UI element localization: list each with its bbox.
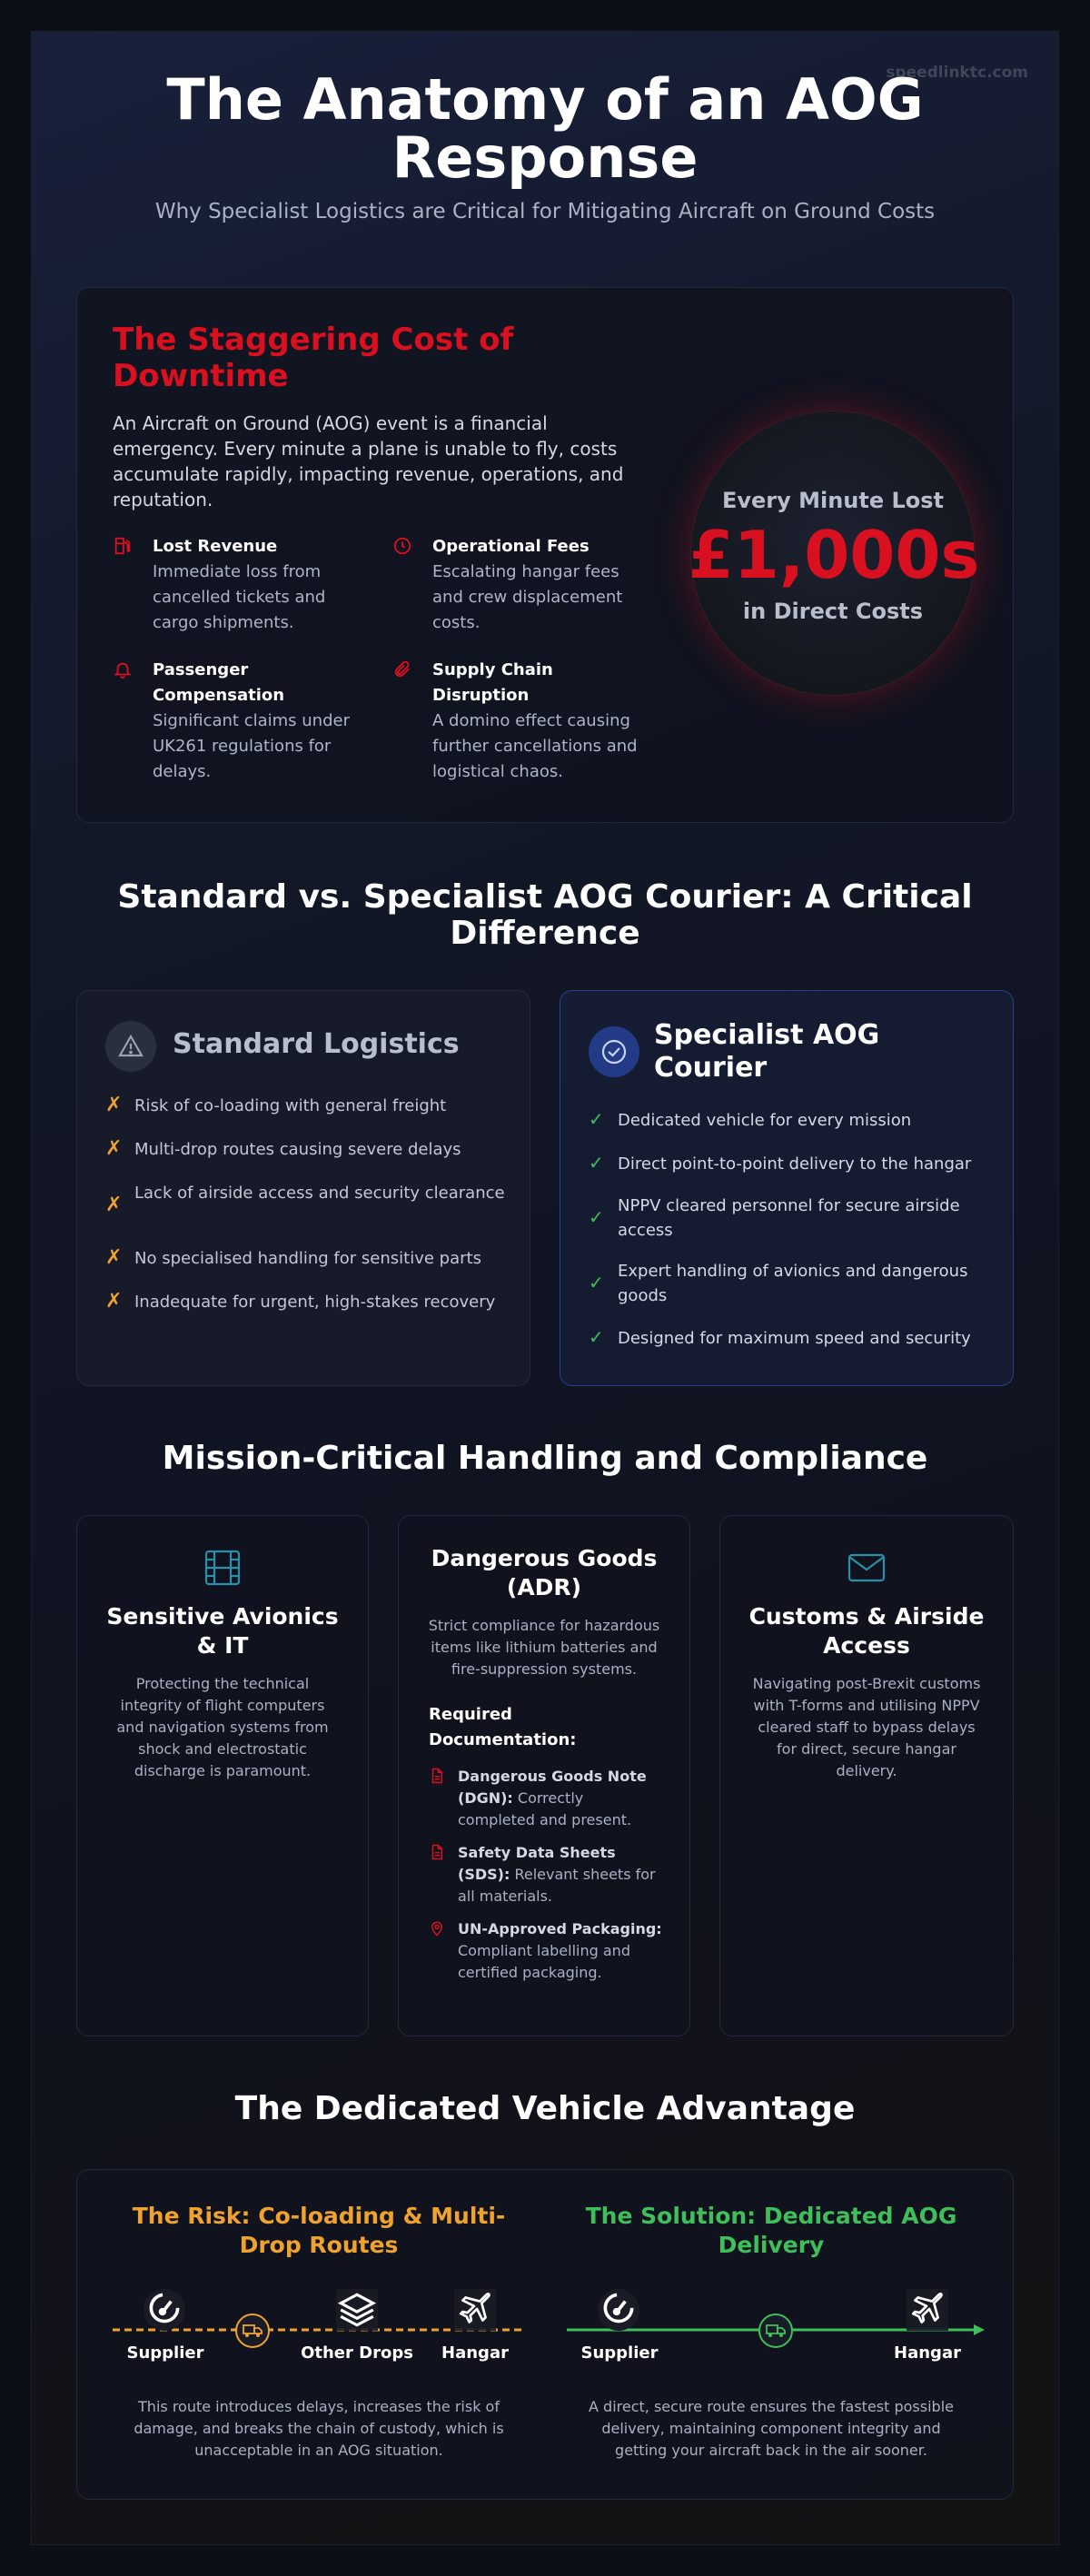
fact-title: Lost Revenue	[153, 537, 278, 556]
fact-operational-fees	[392, 534, 638, 636]
risk-text: This route introduces delays, increases the risk of damage, and breaks the chain of custody, which is unacceptable in an AOG situation.	[134, 2398, 504, 2459]
docs-heading-line-2: Documentation:	[429, 1730, 577, 1749]
solution-title-line-2: Delivery	[718, 2232, 825, 2258]
standard-item	[105, 1094, 505, 1118]
fact-desc: A domino effect causing further cancellations and logistical chaos.	[432, 711, 638, 781]
doc-item-sds	[429, 1842, 665, 1907]
comparison-heading	[0, 879, 1090, 952]
dangerous-title-line-1: Dangerous Goods	[431, 1545, 658, 1571]
specialist-item-text: Direct point-to-point delivery to the hangar	[618, 1154, 972, 1174]
location-pin-icon	[429, 1920, 445, 1937]
doc-desc: Relevant sheets for all materials.	[458, 1866, 656, 1905]
document-icon	[429, 1844, 445, 1860]
stat-label-top: Every Minute Lost	[721, 488, 945, 513]
specialist-item-text: Dedicated vehicle for every mission	[618, 1111, 912, 1130]
fact-desc: Immediate loss from cancelled tickets and cargo shipments.	[153, 562, 326, 632]
check-mark-icon: ✓	[589, 1326, 604, 1348]
title-line-1: The Anatomy of an AOG	[166, 66, 924, 133]
specialist-item	[589, 1326, 988, 1351]
stat-value: £1,000s	[688, 517, 980, 593]
cross-mark-icon: ✗	[105, 1094, 123, 1116]
envelope-icon	[847, 1548, 887, 1588]
stat-label-bottom: in Direct Costs	[742, 599, 924, 624]
dangerous-goods-text: Strict compliance for hazardous items like lithium batteries and fire-suppression systems.	[428, 1617, 660, 1678]
doc-item-packaging	[429, 1918, 665, 1984]
cross-mark-icon: ✗	[105, 1194, 123, 1216]
customs-title-line-2: Access	[823, 1632, 910, 1659]
comparison-heading-line-1: Standard vs. Specialist AOG Courier: A Critical	[117, 878, 973, 916]
cross-mark-icon: ✗	[105, 1290, 123, 1313]
supplier-disc-icon	[598, 2289, 639, 2331]
truck-icon	[233, 2311, 272, 2351]
cross-mark-icon: ✗	[105, 1246, 123, 1269]
avionics-text: Protecting the technical integrity of flight computers and navigation systems from shock and electrostatic discharge is paramount.	[116, 1675, 329, 1779]
standard-item-text: No specialised handling for sensitive parts	[134, 1249, 481, 1268]
document-icon	[429, 1768, 445, 1784]
fact-title: Supply Chain Disruption	[432, 660, 553, 705]
fact-title: Operational Fees	[432, 537, 590, 556]
standard-item-text: Inadequate for urgent, high-stakes recovery	[134, 1293, 496, 1312]
risk-title-line-1: The Risk: Co-loading & Multi-	[132, 2203, 506, 2229]
cost-title	[113, 322, 621, 394]
specialist-title	[654, 1019, 879, 1085]
bell-icon	[113, 659, 133, 679]
check-mark-icon: ✓	[589, 1206, 604, 1228]
layers-icon	[336, 2289, 378, 2331]
doc-desc: Compliant labelling and certified packaging.	[458, 1942, 630, 1981]
airplane-icon	[907, 2289, 948, 2331]
title-line-2: Response	[391, 124, 699, 191]
customs-title	[734, 1602, 999, 1660]
page-subtitle: Why Specialist Logistics are Critical for Mitigating Aircraft on Ground Costs	[154, 200, 936, 223]
cross-mark-icon: ✗	[105, 1137, 123, 1160]
risk-title-line-2: Drop Routes	[239, 2232, 399, 2258]
specialist-item-text: NPPV cleared personnel for secure airside access	[618, 1196, 960, 1240]
watermark: speedlinktc.com	[886, 64, 1028, 82]
check-mark-icon: ✓	[589, 1108, 604, 1130]
fact-desc: Escalating hangar fees and crew displacement costs.	[432, 562, 623, 632]
solution-node-label: Supplier	[580, 2343, 659, 2363]
page-title	[0, 66, 1090, 191]
specialist-title-line-1: Specialist AOG	[654, 1019, 880, 1051]
warning-triangle-icon	[105, 1021, 156, 1072]
customs-text: Navigating post-Brexit customs with T-forms and utilising NPPV cleared staff to bypass delays for direct, secure hangar delivery.	[752, 1675, 981, 1779]
specialist-item-text: Expert handling of avionics and dangerous goods	[618, 1262, 968, 1305]
cost-stat-circle	[688, 411, 980, 696]
standard-item	[105, 1246, 505, 1271]
comparison-heading-line-2: Difference	[450, 915, 640, 952]
check-mark-icon: ✓	[589, 1272, 604, 1293]
airplane-icon	[454, 2289, 496, 2331]
solution-title-line-1: The Solution: Dedicated AOG	[585, 2203, 957, 2229]
avionics-title	[91, 1602, 354, 1660]
specialist-item-text: Designed for maximum speed and security	[618, 1329, 971, 1348]
doc-desc: Correctly completed and present.	[458, 1789, 632, 1828]
paperclip-icon	[392, 659, 412, 679]
fact-lost-revenue	[113, 534, 358, 636]
fact-title: Passenger Compensation	[153, 660, 285, 705]
specialist-item	[589, 1194, 988, 1243]
risk-title	[105, 2202, 532, 2260]
doc-title: UN-Approved Packaging:	[458, 1920, 662, 1937]
fact-desc: Significant claims under UK261 regulations for delays.	[153, 711, 350, 781]
solution-node-label: Hangar	[894, 2343, 961, 2363]
doc-item-dgn	[429, 1766, 665, 1831]
dangerous-title-line-2: (ADR)	[506, 1574, 582, 1600]
doc-title: Dangerous Goods Note (DGN):	[458, 1768, 647, 1807]
standard-item	[105, 1290, 505, 1314]
specialist-item	[589, 1152, 988, 1176]
risk-node-label: Hangar	[441, 2343, 509, 2363]
standard-item	[105, 1181, 505, 1216]
standard-title: Standard Logistics	[173, 1028, 460, 1060]
vehicle-heading: The Dedicated Vehicle Advantage	[234, 2090, 856, 2127]
fuel-pump-icon	[113, 536, 133, 556]
cost-title-line-1: The Staggering Cost of	[113, 322, 514, 358]
check-circle-icon	[589, 1026, 639, 1077]
fact-supply-chain	[392, 658, 638, 785]
specialist-item	[589, 1108, 988, 1133]
standard-item-text: Risk of co-loading with general freight	[134, 1096, 447, 1115]
cost-title-line-2: Downtime	[113, 358, 289, 394]
fact-passenger-compensation	[113, 658, 358, 785]
risk-node-label: Other Drops	[301, 2343, 413, 2363]
compliance-heading: Mission-Critical Handling and Compliance	[162, 1440, 928, 1477]
specialist-item	[589, 1259, 988, 1308]
specialist-title-line-2: Courier	[654, 1052, 768, 1084]
standard-item-text: Lack of airside access and security clearance	[134, 1184, 505, 1203]
cost-intro: An Aircraft on Ground (AOG) event is a financial emergency. Every minute a plane is unable to fly, costs accumulate rapidly, impacting revenue, operations, and reputation.	[113, 412, 624, 510]
clock-icon	[392, 536, 412, 556]
documentation-heading	[429, 1702, 576, 1753]
solution-text: A direct, secure route ensures the fastest possible delivery, maintaining component integrity and getting your aircraft back in the air sooner.	[589, 2398, 954, 2459]
risk-node-label: Supplier	[126, 2343, 204, 2363]
check-mark-icon: ✓	[589, 1152, 604, 1174]
dangerous-goods-title	[412, 1544, 676, 1602]
customs-title-line-1: Customs & Airside	[748, 1603, 985, 1630]
avionics-title-line-1: Sensitive Avionics	[106, 1603, 339, 1630]
doc-title: Safety Data Sheets (SDS):	[458, 1844, 616, 1883]
supplier-disc-icon	[144, 2289, 185, 2331]
film-grid-icon	[203, 1548, 243, 1588]
standard-item	[105, 1137, 505, 1162]
avionics-title-line-2: & IT	[196, 1632, 249, 1659]
standard-item-text: Multi-drop routes causing severe delays	[134, 1140, 461, 1159]
docs-heading-line-1: Required	[429, 1705, 512, 1724]
solution-title	[558, 2202, 985, 2260]
truck-icon	[756, 2311, 796, 2351]
